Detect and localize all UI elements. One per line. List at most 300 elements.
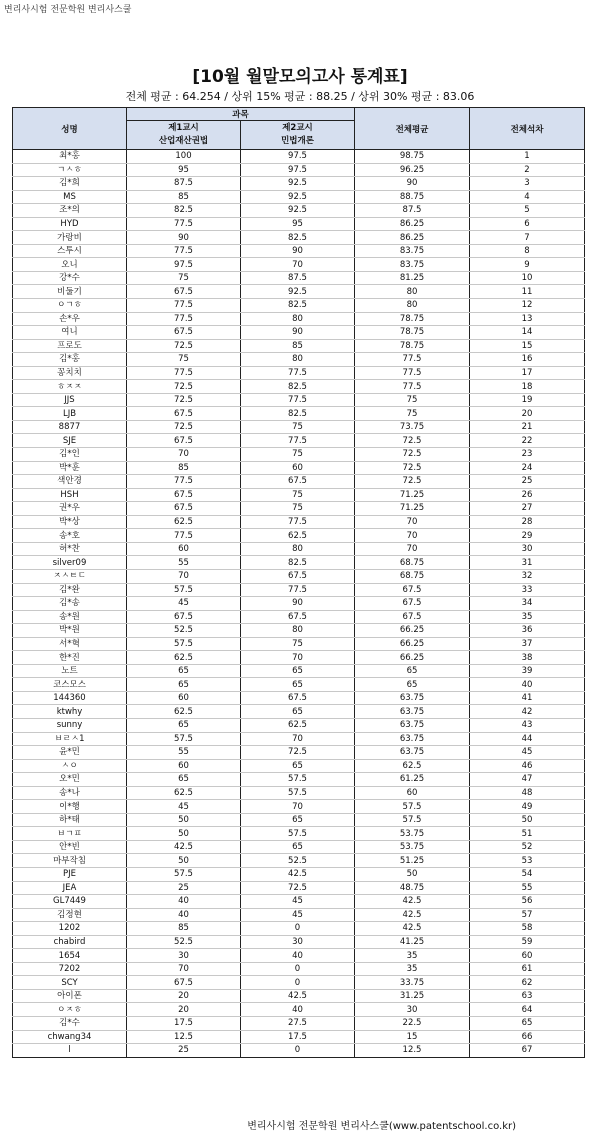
- page-subtitle: 전체 평균 : 64.254 / 상위 15% 평균 : 88.25 / 상위 30% 평균 : 83.06: [125, 90, 475, 103]
- cell-average: 75: [355, 407, 470, 421]
- cell-subject2-score: 30: [241, 935, 355, 949]
- cell-subject1-score: 77.5: [127, 244, 241, 258]
- cell-name: 이*행: [13, 800, 127, 814]
- cell-name: 박*훈: [13, 461, 127, 475]
- cell-subject2-score: 67.5: [241, 610, 355, 624]
- cell-rank: 51: [470, 827, 585, 841]
- cell-name: 7202: [13, 962, 127, 976]
- cell-rank: 34: [470, 597, 585, 611]
- cell-name: ktwhy: [13, 705, 127, 719]
- cell-subject2-score: 92.5: [241, 190, 355, 204]
- cell-subject2-score: 45: [241, 895, 355, 909]
- cell-subject2-score: 67.5: [241, 691, 355, 705]
- cell-name: ㅇㅈㅎ: [13, 1003, 127, 1017]
- cell-subject2-score: 67.5: [241, 475, 355, 489]
- cell-subject1-score: 67.5: [127, 434, 241, 448]
- cell-average: 77.5: [355, 353, 470, 367]
- cell-subject2-score: 70: [241, 800, 355, 814]
- cell-average: 57.5: [355, 813, 470, 827]
- cell-name: 144360: [13, 691, 127, 705]
- cell-subject2-score: 75: [241, 502, 355, 516]
- subject1-period: 제1교시: [168, 123, 199, 133]
- cell-subject1-score: 50: [127, 854, 241, 868]
- cell-name: 가랑비: [13, 231, 127, 245]
- cell-average: 72.5: [355, 461, 470, 475]
- table-row: [13, 908, 585, 922]
- cell-subject1-score: 20: [127, 1003, 241, 1017]
- cell-rank: 33: [470, 583, 585, 597]
- cell-average: 83.75: [355, 244, 470, 258]
- cell-subject2-score: 77.5: [241, 393, 355, 407]
- table-row: [13, 949, 585, 963]
- cell-rank: 67: [470, 1044, 585, 1058]
- table-row: [13, 312, 585, 326]
- table-row: [13, 881, 585, 895]
- cell-average: 30: [355, 1003, 470, 1017]
- cell-rank: 63: [470, 989, 585, 1003]
- cell-average: 48.75: [355, 881, 470, 895]
- cell-name: ㅇㄱㅎ: [13, 299, 127, 313]
- cell-subject1-score: 77.5: [127, 529, 241, 543]
- cell-average: 80: [355, 299, 470, 313]
- cell-subject1-score: 100: [127, 150, 241, 164]
- cell-subject1-score: 25: [127, 1044, 241, 1058]
- cell-subject2-score: 65: [241, 664, 355, 678]
- cell-average: 67.5: [355, 597, 470, 611]
- cell-rank: 27: [470, 502, 585, 516]
- cell-rank: 14: [470, 326, 585, 340]
- cell-subject2-score: 75: [241, 488, 355, 502]
- cell-subject2-score: 70: [241, 258, 355, 272]
- cell-subject1-score: 67.5: [127, 976, 241, 990]
- cell-name: 마부작침: [13, 854, 127, 868]
- cell-subject1-score: 60: [127, 691, 241, 705]
- table-row: [13, 231, 585, 245]
- cell-subject2-score: 90: [241, 244, 355, 258]
- cell-name: SJE: [13, 434, 127, 448]
- table-row: [13, 867, 585, 881]
- cell-subject1-score: 60: [127, 542, 241, 556]
- table-row: [13, 569, 585, 583]
- cell-average: 53.75: [355, 827, 470, 841]
- cell-name: MS: [13, 190, 127, 204]
- cell-average: 50: [355, 867, 470, 881]
- cell-subject1-score: 72.5: [127, 393, 241, 407]
- table-row: [13, 1030, 585, 1044]
- cell-rank: 64: [470, 1003, 585, 1017]
- cell-subject2-score: 77.5: [241, 583, 355, 597]
- table-row: [13, 366, 585, 380]
- table-header: [13, 108, 585, 150]
- cell-subject1-score: 62.5: [127, 786, 241, 800]
- table-row: [13, 461, 585, 475]
- cell-average: 60: [355, 786, 470, 800]
- cell-subject2-score: 82.5: [241, 231, 355, 245]
- cell-rank: 2: [470, 163, 585, 177]
- cell-name: 하*태: [13, 813, 127, 827]
- cell-subject2-score: 87.5: [241, 271, 355, 285]
- table-row: [13, 718, 585, 732]
- cell-subject1-score: 85: [127, 461, 241, 475]
- cell-subject2-score: 75: [241, 448, 355, 462]
- cell-subject2-score: 97.5: [241, 163, 355, 177]
- cell-subject1-score: 85: [127, 922, 241, 936]
- table-row: [13, 637, 585, 651]
- cell-subject2-score: 92.5: [241, 285, 355, 299]
- cell-subject2-score: 67.5: [241, 569, 355, 583]
- cell-average: 53.75: [355, 840, 470, 854]
- cell-subject1-score: 12.5: [127, 1030, 241, 1044]
- cell-rank: 36: [470, 624, 585, 638]
- cell-average: 22.5: [355, 1017, 470, 1031]
- subject2-period: 제2교시: [282, 123, 313, 133]
- cell-average: 65: [355, 664, 470, 678]
- table-row: [13, 150, 585, 164]
- table-row: [13, 583, 585, 597]
- cell-rank: 32: [470, 569, 585, 583]
- cell-average: 83.75: [355, 258, 470, 272]
- cell-name: 김*수: [13, 1017, 127, 1031]
- cell-subject2-score: 57.5: [241, 827, 355, 841]
- cell-rank: 24: [470, 461, 585, 475]
- cell-average: 67.5: [355, 610, 470, 624]
- cell-rank: 21: [470, 420, 585, 434]
- cell-rank: 42: [470, 705, 585, 719]
- cell-name: ㅎㅈㅈ: [13, 380, 127, 394]
- table-row: [13, 813, 585, 827]
- cell-name: 아이폰: [13, 989, 127, 1003]
- cell-average: 71.25: [355, 502, 470, 516]
- table-row: [13, 759, 585, 773]
- cell-average: 77.5: [355, 380, 470, 394]
- table-row: [13, 556, 585, 570]
- cell-name: 강*수: [13, 271, 127, 285]
- cell-rank: 55: [470, 881, 585, 895]
- cell-subject2-score: 0: [241, 976, 355, 990]
- cell-subject2-score: 82.5: [241, 299, 355, 313]
- cell-subject2-score: 77.5: [241, 366, 355, 380]
- cell-subject2-score: 65: [241, 813, 355, 827]
- cell-name: PJE: [13, 867, 127, 881]
- cell-subject1-score: 57.5: [127, 867, 241, 881]
- cell-subject1-score: 55: [127, 556, 241, 570]
- table-row: [13, 895, 585, 909]
- cell-subject1-score: 72.5: [127, 420, 241, 434]
- cell-rank: 5: [470, 204, 585, 218]
- table-row: [13, 922, 585, 936]
- cell-subject1-score: 70: [127, 448, 241, 462]
- cell-subject1-score: 67.5: [127, 610, 241, 624]
- cell-name: 프로도: [13, 339, 127, 353]
- cell-name: 권*우: [13, 502, 127, 516]
- cell-subject1-score: 40: [127, 895, 241, 909]
- table-row: [13, 434, 585, 448]
- table-row: [13, 353, 585, 367]
- cell-subject1-score: 90: [127, 231, 241, 245]
- cell-subject1-score: 85: [127, 190, 241, 204]
- cell-name: 한*진: [13, 651, 127, 665]
- cell-average: 72.5: [355, 434, 470, 448]
- cell-subject2-score: 57.5: [241, 773, 355, 787]
- cell-name: 코스모스: [13, 678, 127, 692]
- cell-subject2-score: 77.5: [241, 434, 355, 448]
- cell-subject2-score: 62.5: [241, 718, 355, 732]
- cell-name: 여니: [13, 326, 127, 340]
- cell-average: 62.5: [355, 759, 470, 773]
- cell-rank: 8: [470, 244, 585, 258]
- cell-subject1-score: 52.5: [127, 935, 241, 949]
- cell-subject1-score: 67.5: [127, 326, 241, 340]
- cell-subject1-score: 67.5: [127, 285, 241, 299]
- cell-rank: 10: [470, 271, 585, 285]
- cell-rank: 25: [470, 475, 585, 489]
- cell-average: 80: [355, 285, 470, 299]
- cell-name: 비둘기: [13, 285, 127, 299]
- cell-name: 김정현: [13, 908, 127, 922]
- cell-subject2-score: 42.5: [241, 989, 355, 1003]
- cell-average: 63.75: [355, 732, 470, 746]
- cell-subject2-score: 0: [241, 962, 355, 976]
- cell-rank: 57: [470, 908, 585, 922]
- cell-rank: 47: [470, 773, 585, 787]
- table-row: [13, 380, 585, 394]
- cell-name: HYD: [13, 217, 127, 231]
- column-header-average: 전체평균: [355, 108, 470, 150]
- table-row: [13, 529, 585, 543]
- cell-name: 허*찬: [13, 542, 127, 556]
- table-row: [13, 854, 585, 868]
- cell-name: 김*희: [13, 177, 127, 191]
- cell-subject2-score: 92.5: [241, 177, 355, 191]
- cell-rank: 18: [470, 380, 585, 394]
- cell-rank: 40: [470, 678, 585, 692]
- cell-subject1-score: 72.5: [127, 380, 241, 394]
- cell-name: 김*송: [13, 597, 127, 611]
- header-note: 변리사시험 전문학원 변리사스쿨: [4, 5, 132, 15]
- cell-subject1-score: 72.5: [127, 339, 241, 353]
- cell-average: 70: [355, 542, 470, 556]
- cell-average: 98.75: [355, 150, 470, 164]
- cell-average: 66.25: [355, 651, 470, 665]
- cell-rank: 43: [470, 718, 585, 732]
- cell-subject2-score: 90: [241, 597, 355, 611]
- table-row: [13, 705, 585, 719]
- subject1-name: 산업재산권법: [158, 136, 209, 146]
- cell-rank: 35: [470, 610, 585, 624]
- cell-rank: 20: [470, 407, 585, 421]
- cell-rank: 62: [470, 976, 585, 990]
- cell-subject1-score: 42.5: [127, 840, 241, 854]
- cell-average: 63.75: [355, 691, 470, 705]
- cell-rank: 56: [470, 895, 585, 909]
- cell-average: 61.25: [355, 773, 470, 787]
- cell-subject2-score: 72.5: [241, 746, 355, 760]
- cell-rank: 19: [470, 393, 585, 407]
- cell-average: 78.75: [355, 326, 470, 340]
- cell-rank: 50: [470, 813, 585, 827]
- cell-subject2-score: 27.5: [241, 1017, 355, 1031]
- cell-name: 노트: [13, 664, 127, 678]
- cell-name: silver09: [13, 556, 127, 570]
- cell-subject2-score: 60: [241, 461, 355, 475]
- cell-average: 41.25: [355, 935, 470, 949]
- cell-name: 송*나: [13, 786, 127, 800]
- table-row: [13, 664, 585, 678]
- cell-name: 오*민: [13, 773, 127, 787]
- cell-name: chwang34: [13, 1030, 127, 1044]
- cell-rank: 39: [470, 664, 585, 678]
- cell-subject1-score: 67.5: [127, 407, 241, 421]
- cell-name: ㄱㅅㅎ: [13, 163, 127, 177]
- table-row: [13, 420, 585, 434]
- cell-rank: 30: [470, 542, 585, 556]
- table-row: [13, 597, 585, 611]
- cell-rank: 4: [470, 190, 585, 204]
- cell-name: 최*홍: [13, 150, 127, 164]
- cell-subject2-score: 80: [241, 353, 355, 367]
- table-row: [13, 488, 585, 502]
- cell-rank: 58: [470, 922, 585, 936]
- table-row: [13, 244, 585, 258]
- cell-average: 33.75: [355, 976, 470, 990]
- table-row: [13, 190, 585, 204]
- cell-average: 42.5: [355, 908, 470, 922]
- cell-subject2-score: 75: [241, 420, 355, 434]
- table-row: [13, 177, 585, 191]
- cell-subject1-score: 70: [127, 962, 241, 976]
- table-row: [13, 515, 585, 529]
- cell-subject1-score: 67.5: [127, 502, 241, 516]
- cell-subject2-score: 97.5: [241, 150, 355, 164]
- cell-rank: 53: [470, 854, 585, 868]
- table-row: [13, 678, 585, 692]
- cell-name: 서*혁: [13, 637, 127, 651]
- cell-rank: 65: [470, 1017, 585, 1031]
- page-title: [10월 월말모의고사 통계표]: [192, 67, 408, 87]
- cell-rank: 29: [470, 529, 585, 543]
- cell-subject1-score: 77.5: [127, 475, 241, 489]
- cell-name: 조*의: [13, 204, 127, 218]
- cell-subject1-score: 77.5: [127, 299, 241, 313]
- cell-subject2-score: 65: [241, 678, 355, 692]
- cell-rank: 28: [470, 515, 585, 529]
- cell-subject2-score: 40: [241, 1003, 355, 1017]
- cell-rank: 45: [470, 746, 585, 760]
- cell-subject1-score: 77.5: [127, 217, 241, 231]
- cell-subject1-score: 97.5: [127, 258, 241, 272]
- cell-subject2-score: 77.5: [241, 515, 355, 529]
- column-header-subject1: [127, 121, 241, 150]
- cell-name: JJS: [13, 393, 127, 407]
- cell-average: 77.5: [355, 366, 470, 380]
- table-row: [13, 339, 585, 353]
- cell-rank: 61: [470, 962, 585, 976]
- cell-name: 오니: [13, 258, 127, 272]
- cell-average: 90: [355, 177, 470, 191]
- cell-rank: 46: [470, 759, 585, 773]
- cell-rank: 1: [470, 150, 585, 164]
- cell-average: 81.25: [355, 271, 470, 285]
- cell-name: ㅈㅅㅌㄷ: [13, 569, 127, 583]
- cell-rank: 9: [470, 258, 585, 272]
- cell-subject2-score: 40: [241, 949, 355, 963]
- cell-rank: 37: [470, 637, 585, 651]
- table-row: [13, 1044, 585, 1058]
- table-row: [13, 691, 585, 705]
- cell-average: 70: [355, 529, 470, 543]
- table-row: [13, 448, 585, 462]
- column-header-subject2: [241, 121, 355, 150]
- cell-average: 88.75: [355, 190, 470, 204]
- cell-subject1-score: 87.5: [127, 177, 241, 191]
- cell-rank: 59: [470, 935, 585, 949]
- cell-subject2-score: 65: [241, 840, 355, 854]
- table-row: [13, 989, 585, 1003]
- cell-subject2-score: 80: [241, 542, 355, 556]
- cell-subject1-score: 57.5: [127, 583, 241, 597]
- cell-subject1-score: 25: [127, 881, 241, 895]
- cell-subject2-score: 90: [241, 326, 355, 340]
- cell-name: 8877: [13, 420, 127, 434]
- cell-subject1-score: 55: [127, 746, 241, 760]
- cell-rank: 13: [470, 312, 585, 326]
- cell-rank: 60: [470, 949, 585, 963]
- cell-rank: 52: [470, 840, 585, 854]
- cell-average: 73.75: [355, 420, 470, 434]
- cell-subject2-score: 0: [241, 922, 355, 936]
- cell-rank: 31: [470, 556, 585, 570]
- cell-average: 63.75: [355, 705, 470, 719]
- cell-average: 87.5: [355, 204, 470, 218]
- table-row: [13, 800, 585, 814]
- cell-subject1-score: 52.5: [127, 624, 241, 638]
- cell-subject1-score: 50: [127, 813, 241, 827]
- cell-subject1-score: 45: [127, 597, 241, 611]
- cell-average: 86.25: [355, 231, 470, 245]
- table-row: [13, 1003, 585, 1017]
- cell-subject1-score: 45: [127, 800, 241, 814]
- cell-rank: 6: [470, 217, 585, 231]
- cell-subject2-score: 82.5: [241, 556, 355, 570]
- cell-subject1-score: 20: [127, 989, 241, 1003]
- cell-name: 김*완: [13, 583, 127, 597]
- cell-subject1-score: 62.5: [127, 651, 241, 665]
- table-row: [13, 624, 585, 638]
- cell-average: 72.5: [355, 448, 470, 462]
- cell-subject2-score: 45: [241, 908, 355, 922]
- cell-name: HSH: [13, 488, 127, 502]
- cell-subject1-score: 30: [127, 949, 241, 963]
- column-header-rank: 전체석차: [470, 108, 585, 150]
- cell-average: 75: [355, 393, 470, 407]
- cell-name: SCY: [13, 976, 127, 990]
- cell-subject1-score: 70: [127, 569, 241, 583]
- cell-rank: 15: [470, 339, 585, 353]
- table-row: [13, 502, 585, 516]
- cell-average: 31.25: [355, 989, 470, 1003]
- cell-subject2-score: 70: [241, 732, 355, 746]
- cell-subject2-score: 0: [241, 1044, 355, 1058]
- table-row: [13, 840, 585, 854]
- cell-name: LJB: [13, 407, 127, 421]
- cell-average: 42.5: [355, 895, 470, 909]
- cell-average: 78.75: [355, 339, 470, 353]
- cell-rank: 3: [470, 177, 585, 191]
- cell-subject2-score: 80: [241, 624, 355, 638]
- cell-average: 78.75: [355, 312, 470, 326]
- cell-name: 스투시: [13, 244, 127, 258]
- cell-subject2-score: 62.5: [241, 529, 355, 543]
